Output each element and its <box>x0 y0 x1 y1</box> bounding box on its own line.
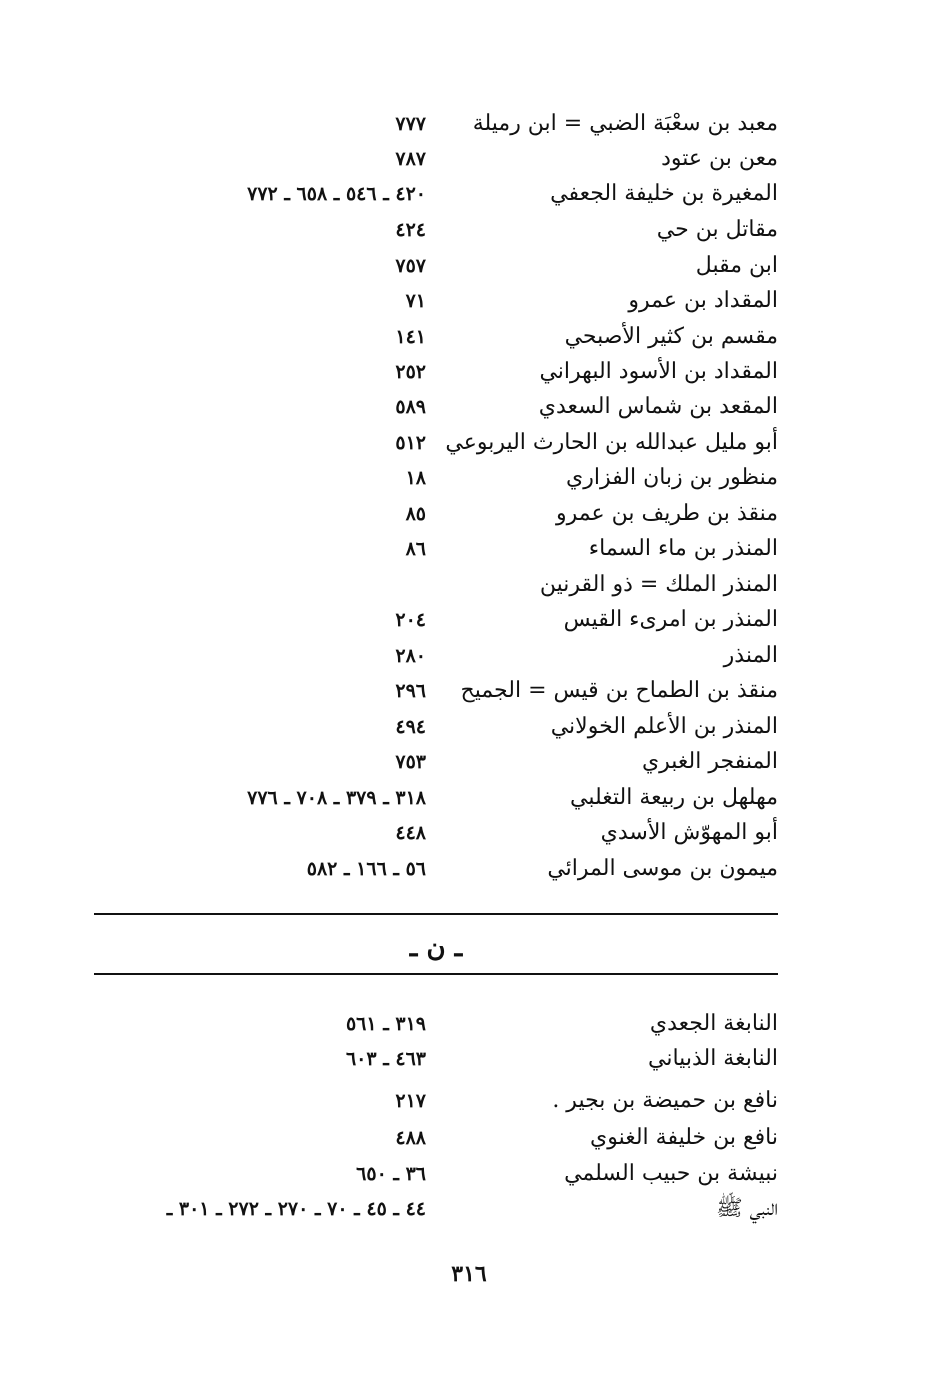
entry-name: المغيرة بن خليفة الجعفي <box>550 181 778 206</box>
entry-name: نافع بن خليفة الغنوي <box>590 1125 778 1150</box>
index-entry <box>0 1006 938 1042</box>
entry-name: النابغة الجعدي <box>649 1011 778 1036</box>
entry-pages: ٤٩٤ <box>395 716 426 738</box>
entry-pages: ٨٦ <box>405 538 426 560</box>
entry-pages: ٢٩٦ <box>395 680 426 702</box>
entry-pages: ٧٥٧ <box>395 255 426 277</box>
index-entry <box>0 354 938 390</box>
index-entry <box>0 425 938 461</box>
index-entry <box>0 141 938 177</box>
index-entry <box>0 638 938 674</box>
entry-name: مهلهل بن ربيعة التغلبي <box>570 785 778 810</box>
entry-name: مقاتل بن حي <box>656 217 778 242</box>
entry-pages: ٢٥٢ <box>395 361 426 383</box>
entry-name: أبو المهوّش الأسدي <box>600 820 778 845</box>
entry-name: المنذر بن الأعلم الخولاني <box>550 714 778 739</box>
entry-name: النابغة الذبياني <box>648 1046 778 1071</box>
index-entry <box>0 460 938 496</box>
entry-name: ابن مقبل <box>695 253 778 278</box>
entry-pages: ١٨ <box>405 467 426 489</box>
index-entry <box>0 212 938 248</box>
index-entry <box>0 531 938 567</box>
index-entry <box>0 744 938 780</box>
entry-name: منقذ بن الطماح بن قيس = الجميح <box>460 678 778 703</box>
entry-name: المقداد بن الأسود البهراني <box>539 359 778 384</box>
index-entry <box>0 567 938 603</box>
entry-pages: ٣٦ ـ ٦٥٠ <box>356 1163 426 1185</box>
index-entry <box>0 602 938 638</box>
section-heading: ـ ن ـ <box>409 933 463 963</box>
index-entry <box>0 496 938 532</box>
entry-name: منظور بن زبان الفزاري <box>566 465 778 490</box>
entry-pages: ٣١٨ ـ ٣٧٩ ـ ٧٠٨ ـ ٧٧٦ <box>247 787 426 809</box>
entry-pages: ٤٨٨ <box>395 1127 426 1149</box>
entry-name: المنذر <box>723 643 778 668</box>
index-entry <box>0 283 938 319</box>
index-entry <box>0 106 938 142</box>
entry-name: المقعد بن شماس السعدي <box>538 394 778 419</box>
entry-pages: ٨٥ <box>405 503 426 525</box>
index-entry <box>0 176 938 212</box>
entry-name: المنذر بن امرىء القيس <box>563 607 778 632</box>
entry-pages: ٥٨٩ <box>395 396 426 418</box>
index-entry <box>0 851 938 887</box>
entry-pages: ٤٦٣ ـ ٦٠٣ <box>345 1048 426 1070</box>
entry-name: نافع بن حميضة بن بجير . <box>552 1088 778 1113</box>
entry-pages: ٧١ <box>405 290 426 312</box>
entry-pages: ٣١٩ ـ ٥٦١ <box>345 1013 426 1035</box>
index-entry <box>0 248 938 284</box>
section-rule-top <box>94 913 778 915</box>
entry-pages: ٢١٧ <box>395 1090 426 1112</box>
entry-name: نبيشة بن حبيب السلمي <box>564 1161 778 1186</box>
entry-name: أبو مليل عبدالله بن الحارث اليربوعي <box>445 430 778 455</box>
entry-name: منقذ بن طريف بن عمرو <box>556 501 778 526</box>
entry-pages: ٧٧٧ <box>395 113 426 135</box>
entry-pages: ١٤١ <box>395 326 426 348</box>
entry-name: المنذر الملك = ذو القرنين <box>539 572 778 597</box>
entry-name: معن بن عتود <box>661 146 778 171</box>
entry-pages: ٤٢٤ <box>395 219 426 241</box>
entry-pages: ٤٤ ـ ٤٥ ـ ٧٠ ـ ٢٧٠ ـ ٢٧٢ ـ ٣٠١ ـ <box>166 1198 426 1220</box>
index-entry <box>0 1083 938 1119</box>
entry-pages: ٧٥٣ <box>395 751 426 773</box>
entry-pages: ٤٢٠ ـ ٥٤٦ ـ ٦٥٨ ـ ٧٧٢ <box>247 183 426 205</box>
entry-pages: ٤٤٨ <box>395 822 426 844</box>
page-number: ٣١٦ <box>451 1261 487 1287</box>
entry-name: مقسم بن كثير الأصبحي <box>564 324 778 349</box>
entry-pages: ٧٨٧ <box>395 148 426 170</box>
section-rule-bottom <box>94 973 778 975</box>
index-entry <box>0 1156 938 1192</box>
entry-name: معبد بن سعْبَة الضبي = ابن رميلة <box>472 111 778 136</box>
entry-pages: ٢٠٤ <box>395 609 426 631</box>
entry-name: النبي ﷺ <box>716 1196 778 1221</box>
index-entry <box>0 1041 938 1077</box>
index-entry <box>0 780 938 816</box>
entry-name: ميمون بن موسى المرائي <box>547 856 778 881</box>
entry-pages: ٢٨٠ <box>395 645 426 667</box>
index-entry <box>0 319 938 355</box>
index-entry <box>0 389 938 425</box>
index-entry <box>0 673 938 709</box>
index-entry <box>0 1191 938 1227</box>
entry-name: المنفجر الغبري <box>641 749 778 774</box>
entry-pages: ٥١٢ <box>395 432 426 454</box>
entry-pages: ٥٦ ـ ١٦٦ ـ ٥٨٢ <box>306 858 426 880</box>
entry-name: المقداد بن عمرو <box>628 288 778 313</box>
index-entry <box>0 1120 938 1156</box>
entry-name: المنذر بن ماء السماء <box>588 536 778 561</box>
index-entry <box>0 709 938 745</box>
index-entry <box>0 815 938 851</box>
